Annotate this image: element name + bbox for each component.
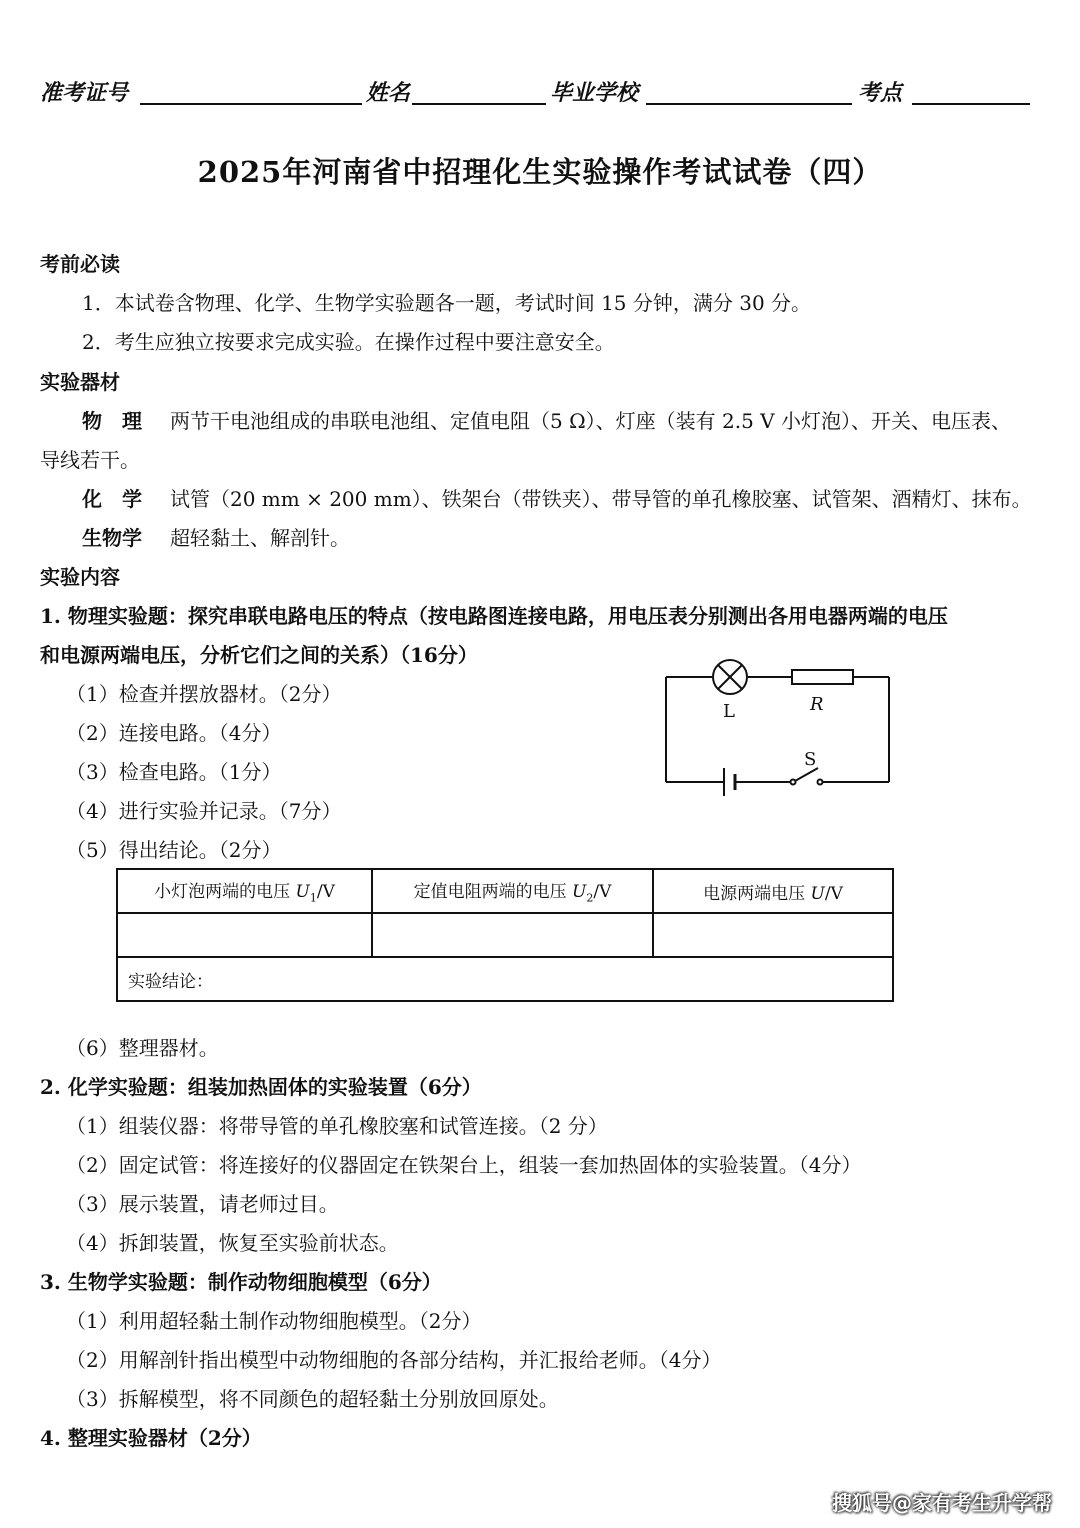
- switch-icon: [791, 768, 823, 785]
- equipment-heading: 实验器材: [40, 370, 120, 394]
- resistor-icon: [792, 670, 853, 684]
- header-resistor-voltage: 定值电阻两端的电压 $U_2/V$: [372, 869, 653, 913]
- admission-number-field[interactable]: [140, 103, 362, 105]
- school-label: 毕业学校: [550, 80, 639, 106]
- table-header-row: [117, 869, 893, 913]
- q1-step-5: （5）得出结论。（2分）: [66, 838, 282, 862]
- q1-step-3: （3）检查电路。（1分）: [66, 760, 282, 784]
- chemistry-text: 试管（20 mm × 200 mm）、铁架台（带铁夹）、带导管的单孔橡胶塞、试管架、酒精灯、抹布。: [170, 487, 1032, 511]
- equipment-biology: [82, 522, 350, 551]
- name-field[interactable]: [412, 103, 546, 105]
- page-title: 2025年河南省中招理化生实验操作考试试卷（四）: [197, 155, 883, 189]
- lamp-icon: [713, 660, 747, 694]
- exam-site-field[interactable]: [912, 103, 1030, 105]
- cell-source-voltage[interactable]: [653, 913, 893, 957]
- header-source-voltage: 电源两端电压 U/V: [653, 869, 893, 913]
- content-heading: 实验内容: [40, 565, 120, 589]
- equipment-chemistry: [82, 483, 1032, 512]
- q3-step-3: （3）拆解模型，将不同颜色的超轻黏土分别放回原处。: [66, 1387, 559, 1411]
- switch-label: S: [804, 749, 817, 770]
- q3-title: 3. 生物学实验题：制作动物细胞模型（6分）: [40, 1270, 442, 1294]
- q3-step-1: （1）利用超轻黏土制作动物细胞模型。（2分）: [66, 1309, 482, 1333]
- q1-title-line2: 和电源两端电压，分析它们之间的关系）（16分）: [40, 643, 478, 667]
- q1-step-1: （1）检查并摆放器材。（2分）: [66, 682, 342, 706]
- cell-lamp-voltage[interactable]: [117, 913, 372, 957]
- circuit-diagram: [655, 650, 905, 810]
- name-label: 姓名: [366, 80, 411, 106]
- q1-step-2: （2）连接电路。（4分）: [66, 721, 282, 745]
- q2-step-4: （4）拆卸装置，恢复至实验前状态。: [66, 1231, 399, 1255]
- biology-text: 超轻黏土、解剖针。: [170, 526, 350, 550]
- table-conclusion-row: [117, 957, 893, 1001]
- q2-step-2: （2）固定试管：将连接好的仪器固定在铁架台上，组装一套加热固体的实验装置。（4分）: [66, 1153, 862, 1177]
- school-field[interactable]: [646, 103, 852, 105]
- conclusion-cell[interactable]: [117, 957, 893, 1001]
- biology-label: 生物学: [82, 526, 142, 550]
- lamp-label: L: [723, 701, 735, 722]
- physics-text-continued: 导线若干。: [40, 448, 140, 472]
- physics-label: 物 理: [82, 409, 142, 433]
- chemistry-label: 化 学: [82, 487, 142, 511]
- q3-step-2: （2）用解剖针指出模型中动物细胞的各部分结构，并汇报给老师。（4分）: [66, 1348, 722, 1372]
- notice-item-1: 1．本试卷含物理、化学、生物学实验题各一题，考试时间 15 分钟，满分 30 分。: [82, 291, 812, 315]
- q1-step-4: （4）进行实验并记录。（7分）: [66, 799, 342, 823]
- notice-item-2: 2．考生应独立按要求完成实验。在操作过程中要注意安全。: [82, 330, 615, 354]
- q2-step-1: （1）组装仪器：将带导管的单孔橡胶塞和试管连接。（2 分）: [66, 1114, 608, 1138]
- conclusion-label: 实验结论：: [128, 971, 213, 992]
- header-lamp-voltage: 小灯泡两端的电压 $U_1/V$: [117, 869, 372, 913]
- q1-title-line1: 1. 物理实验题：探究串联电路电压的特点（按电路图连接电路，用电压表分别测出各用电器两端的电压: [40, 604, 948, 628]
- watermark: 搜狐号@家有考生升学帮: [832, 1491, 1052, 1515]
- resistor-label: R: [810, 694, 824, 715]
- physics-text: 两节干电池组成的串联电池组、定值电阻（5 Ω）、灯座（装有 2.5 V 小灯泡）、开关、电压表、: [170, 409, 1011, 433]
- battery-icon: [724, 768, 735, 796]
- q2-step-3: （3）展示装置，请老师过目。: [66, 1192, 339, 1216]
- exam-site-label: 考点: [858, 80, 903, 106]
- q1-step-6: （6）整理器材。: [66, 1036, 219, 1060]
- q2-title: 2. 化学实验题：组装加热固体的实验装置（6分）: [40, 1075, 482, 1099]
- notice-heading: 考前必读: [40, 252, 120, 276]
- equipment-physics: [82, 405, 1011, 434]
- q4-title: 4. 整理实验器材（2分）: [40, 1426, 262, 1450]
- table-data-row: [117, 913, 893, 957]
- cell-resistor-voltage[interactable]: [372, 913, 653, 957]
- record-table: [116, 868, 894, 1002]
- admission-number-label: 准考证号: [40, 80, 129, 106]
